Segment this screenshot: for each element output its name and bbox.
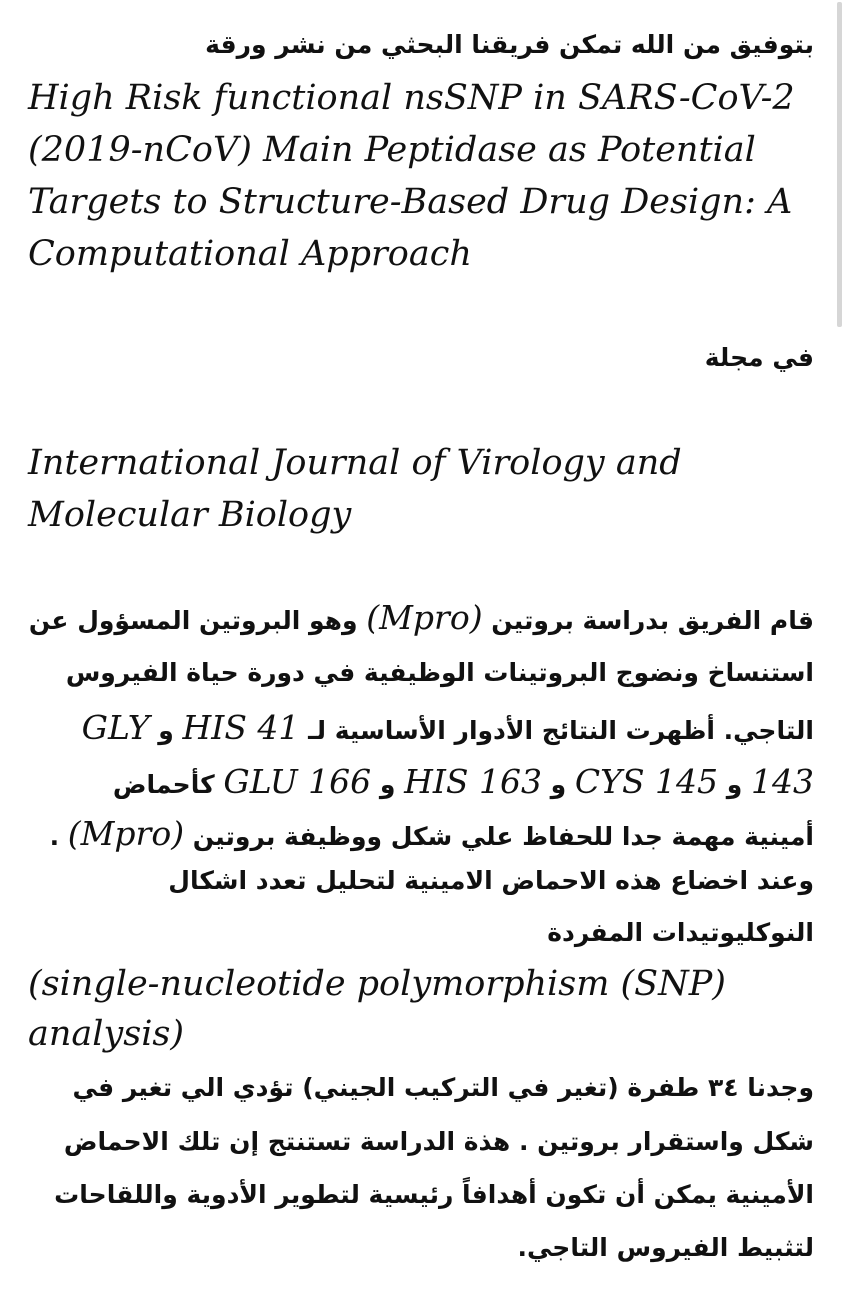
body-text: و <box>149 716 183 745</box>
paper-title-line-3: Targets to Structure-Based Drug Design: A <box>28 182 793 222</box>
residue-label: GLY <box>81 708 150 747</box>
paper-title-line-4: Computational Approach <box>28 234 472 274</box>
body-line-3 <box>82 708 814 747</box>
paper-title-line-1: High Risk functional nsSNP in SARS-CoV-2 <box>28 78 795 118</box>
body-text: و <box>541 770 575 799</box>
conclusion-line-1: وجدنا ٣٤ طفرة (تغير في التركيب الجيني) تؤدي الي تغير في <box>72 1073 814 1102</box>
conclusion-line-2: شكل واستقرار بروتين . هذة الدراسة تستنتج إن تلك الاحماض <box>63 1127 814 1156</box>
body-line-4 <box>113 762 814 801</box>
intro-line: بتوفيق من الله تمكن فريقنا البحثي من نشر ورقة <box>205 30 814 59</box>
body-text: و <box>718 770 751 799</box>
residue-label: CYS 145 <box>574 762 719 801</box>
body-line-2: استنساخ ونضوج البروتينات الوظيفية في دورة حياة الفيروس <box>65 658 814 687</box>
conclusion-line-3: الأمينية يمكن أن تكون أهدافاً رئيسية لتطوير الأدوية واللقاحات <box>54 1180 814 1209</box>
body-text: التاجي. أظهرت النتائج الأدوار الأساسية لـ <box>299 716 814 745</box>
journal-name-line-1: International Journal of Virology and <box>28 443 682 483</box>
journal-name-line-2: Molecular Biology <box>28 495 352 535</box>
residue-label: HIS 163 <box>404 762 542 801</box>
scrollbar-thumb[interactable] <box>837 2 842 327</box>
body-text: و <box>371 770 405 799</box>
body-line-5 <box>50 814 814 853</box>
protein-name: (Mpro) <box>67 814 185 853</box>
protein-name: (Mpro) <box>366 598 483 637</box>
body-text: أمينية مهمة جدا للحفاظ علي شكل ووظيفة بروتين <box>184 822 814 851</box>
conclusion-line-4: لتثبيط الفيروس التاجي. <box>517 1233 814 1262</box>
residue-label: HIS 41 <box>182 708 300 747</box>
snp-term-line-2: analysis) <box>28 1014 185 1054</box>
snp-term-line-1: (single-nucleotide polymorphism (SNP) <box>28 964 726 1004</box>
residue-label: 143 <box>751 762 814 801</box>
body-text: . <box>49 822 68 851</box>
body-text: وهو البروتين المسؤول عن <box>28 606 367 635</box>
body-line-1 <box>29 598 814 637</box>
paper-title-line-2: (2019-nCoV) Main Peptidase as Potential <box>28 130 756 170</box>
body-text: كأحماض <box>112 770 224 799</box>
scrollbar-track[interactable] <box>837 0 842 1300</box>
residue-label: GLU 166 <box>223 762 372 801</box>
body-line-7: النوكليوتيدات المفردة <box>547 918 814 947</box>
journal-intro: في مجلة <box>704 343 814 372</box>
body-text: قام الفريق بدراسة بروتين <box>482 606 814 635</box>
body-line-6: وعند اخضاع هذه الاحماض الامينية لتحليل تعدد اشكال <box>168 866 814 895</box>
